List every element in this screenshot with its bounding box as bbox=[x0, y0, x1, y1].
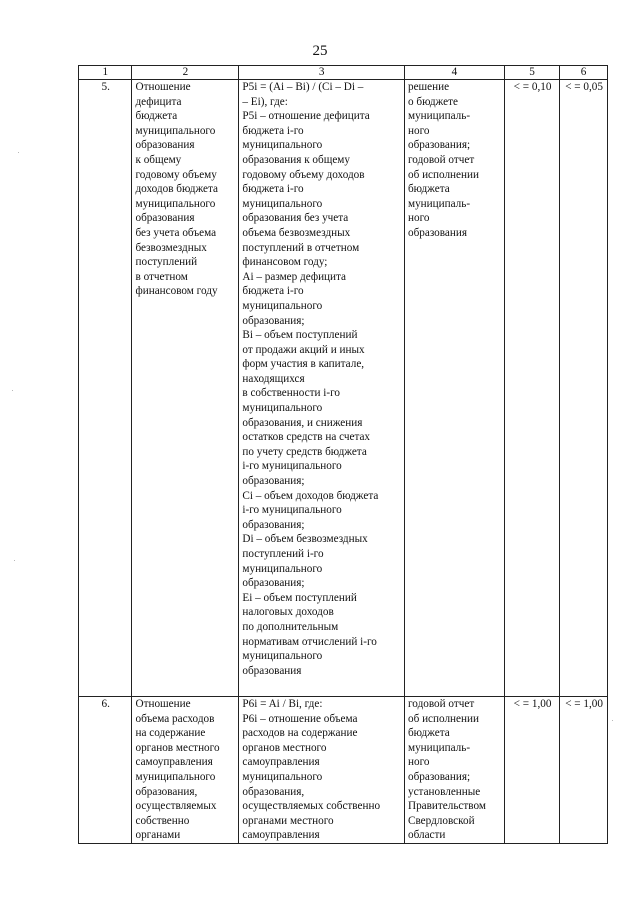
scan-speck bbox=[18, 152, 19, 153]
threshold-col-5: < = 1,00 bbox=[504, 697, 559, 844]
cell-text-line: образования, и снижения bbox=[242, 416, 363, 429]
table-row bbox=[79, 80, 608, 697]
cell-text-line: Отношение bbox=[135, 698, 191, 710]
cell-text-line: образования, bbox=[135, 785, 198, 798]
cell-text-line: финансовом году bbox=[135, 285, 218, 298]
cell-text-line: ного bbox=[407, 212, 430, 225]
header-col-2: 2 bbox=[132, 66, 239, 80]
cell-text-line: собственно bbox=[135, 814, 190, 827]
cell-text-line: поступлений bbox=[135, 256, 198, 269]
cell-text-line: бюджета i-го bbox=[242, 183, 304, 196]
cell-text-line: i-го муниципального bbox=[242, 504, 342, 517]
cell-text-line: финансовом году; bbox=[242, 256, 328, 269]
cell-text-line: форм участия в капитале, bbox=[242, 358, 365, 371]
cell-text-line: органами bbox=[135, 829, 181, 842]
cell-text-line: образования; bbox=[407, 770, 471, 783]
threshold-col-6: < = 0,05 bbox=[560, 80, 608, 697]
cell-text-line: Di – объем безвозмездных bbox=[242, 533, 368, 546]
cell-text-line: Bi – объем поступлений bbox=[242, 329, 358, 342]
cell-text-line: по дополнительным bbox=[242, 620, 339, 633]
cell-text-line: – Ei), где: bbox=[242, 95, 288, 108]
table-row bbox=[79, 697, 608, 844]
cell-text-line: по учету средств бюджета bbox=[242, 445, 367, 458]
cell-text-line: образования, bbox=[242, 785, 305, 798]
cell-text-line: годовой отчет bbox=[407, 153, 475, 166]
cell-text-line: бюджета bbox=[407, 183, 450, 196]
indicators-table bbox=[78, 65, 608, 844]
cell-text-line: муниципального bbox=[242, 770, 323, 783]
cell-text-line: Ai – размер дефицита bbox=[242, 270, 347, 283]
indicator-name-cell bbox=[132, 697, 239, 844]
cell-text-line: P6i = Ai / Bi, где: bbox=[242, 698, 323, 710]
cell-text-line: об исполнении bbox=[407, 712, 479, 725]
cell-text-line: Правительством bbox=[407, 800, 486, 813]
cell-text-line: установленные bbox=[407, 785, 481, 798]
cell-text-line: образования bbox=[135, 212, 195, 225]
cell-text-line: остатков средств на счетах bbox=[242, 431, 371, 444]
cell-text-line: объема безвозмездных bbox=[242, 226, 351, 239]
cell-text-line: органами местного bbox=[242, 814, 334, 827]
cell-text-line: образования bbox=[407, 226, 467, 239]
threshold-col-6: < = 1,00 bbox=[560, 697, 608, 844]
cell-text-line: области bbox=[407, 829, 446, 842]
cell-text-line: Свердловской bbox=[407, 814, 475, 827]
row-number: 5. bbox=[79, 80, 132, 697]
source-cell bbox=[404, 697, 504, 844]
cell-text-line: образования; bbox=[407, 139, 471, 152]
formula-cell bbox=[239, 697, 405, 844]
cell-text-line: без учета объема bbox=[135, 226, 217, 239]
cell-text-line: осуществляемых собственно bbox=[242, 800, 381, 813]
cell-text-line: о бюджете bbox=[407, 95, 458, 108]
cell-text-line: P5i – отношение дефицита bbox=[242, 110, 370, 123]
cell-text-line: образования к общему bbox=[242, 153, 350, 166]
cell-text-line: в отчетном bbox=[135, 270, 188, 283]
scan-speck bbox=[14, 560, 15, 561]
cell-text-line: муниципального bbox=[242, 402, 323, 415]
page-number: 25 bbox=[312, 43, 328, 59]
cell-text-line: осуществляемых bbox=[135, 800, 217, 813]
cell-text-line: находящихся bbox=[242, 372, 305, 385]
header-col-4: 4 bbox=[404, 66, 504, 80]
cell-text-line: самоуправления bbox=[135, 756, 213, 769]
header-col-3: 3 bbox=[239, 66, 405, 80]
cell-text-line: муниципального bbox=[242, 650, 323, 663]
cell-text-line: ного bbox=[407, 756, 430, 769]
cell-text-line: муниципального bbox=[242, 139, 323, 152]
cell-text-line: образования bbox=[242, 664, 302, 677]
cell-text-line: об исполнении bbox=[407, 168, 479, 181]
cell-text-line: муниципального bbox=[135, 770, 216, 783]
scan-speck bbox=[612, 720, 613, 721]
cell-text-line: P5i = (Ai – Bi) / (Ci – Di – bbox=[242, 81, 364, 93]
cell-text-line: образования без учета bbox=[242, 212, 349, 225]
cell-text-line: муниципального bbox=[135, 124, 216, 137]
cell-text-line: образования; bbox=[242, 314, 305, 327]
cell-text-line: муниципального bbox=[242, 299, 323, 312]
cell-text-line: самоуправления bbox=[242, 756, 320, 769]
cell-text-line: муниципального bbox=[135, 197, 216, 210]
cell-text-line: годовому объему доходов bbox=[242, 168, 365, 181]
cell-text-line: самоуправления bbox=[242, 829, 320, 842]
header-col-6: 6 bbox=[560, 66, 608, 80]
cell-text-line: бюджета bbox=[135, 110, 178, 123]
cell-text-line: i-го муниципального bbox=[242, 460, 342, 473]
cell-text-line: нормативам отчислений i-го bbox=[242, 635, 377, 648]
cell-text-line: решение bbox=[407, 81, 450, 93]
table-header-row bbox=[79, 66, 608, 80]
cell-text-line: в собственности i-го bbox=[242, 387, 340, 400]
cell-text-line: образования; bbox=[242, 475, 305, 488]
cell-text-line: годовому объему bbox=[135, 168, 217, 181]
cell-text-line: объема расходов bbox=[135, 712, 215, 725]
cell-text-line: муниципаль- bbox=[407, 741, 471, 754]
cell-text-line: ного bbox=[407, 124, 430, 137]
cell-text-line: органов местного bbox=[135, 741, 220, 754]
cell-text-line: образования bbox=[135, 139, 195, 152]
scan-speck bbox=[12, 390, 13, 391]
cell-text-line: муниципального bbox=[242, 562, 323, 575]
cell-text-line: муниципаль- bbox=[407, 197, 471, 210]
cell-text-line: образования; bbox=[242, 518, 305, 531]
cell-text-line: поступлений в отчетном bbox=[242, 241, 360, 254]
cell-text-line: безвозмездных bbox=[135, 241, 207, 254]
cell-text-line: годовой отчет bbox=[407, 698, 475, 710]
header-col-1: 1 bbox=[79, 66, 132, 80]
cell-text-line: бюджета bbox=[407, 727, 450, 740]
cell-text-line: органов местного bbox=[242, 741, 327, 754]
cell-text-line: Отношение bbox=[135, 81, 191, 93]
source-cell bbox=[404, 80, 504, 697]
cell-text-line: доходов бюджета bbox=[135, 183, 219, 196]
cell-text-line: бюджета i-го bbox=[242, 124, 304, 137]
cell-text-line: Ei – объем поступлений bbox=[242, 591, 357, 604]
header-col-5: 5 bbox=[504, 66, 559, 80]
cell-text-line: P6i – отношение объема bbox=[242, 712, 358, 725]
indicator-name-cell bbox=[132, 80, 239, 697]
cell-text-line: бюджета i-го bbox=[242, 285, 304, 298]
cell-text-line: образования; bbox=[242, 577, 305, 590]
cell-text-line: на содержание bbox=[135, 727, 206, 740]
formula-cell bbox=[239, 80, 405, 697]
threshold-col-5: < = 0,10 bbox=[504, 80, 559, 697]
cell-text-line: поступлений i-го bbox=[242, 548, 324, 560]
cell-text-line: муниципального bbox=[242, 197, 323, 210]
cell-text-line: налоговых доходов bbox=[242, 606, 334, 619]
cell-text-line: к общему bbox=[135, 153, 182, 166]
row-number: 6. bbox=[79, 697, 132, 844]
cell-text-line: от продажи акций и иных bbox=[242, 343, 365, 356]
cell-text-line: расходов на содержание bbox=[242, 727, 358, 740]
cell-text-line: муниципаль- bbox=[407, 110, 471, 123]
cell-text-line: дефицита bbox=[135, 95, 182, 108]
cell-text-line: Ci – объем доходов бюджета bbox=[242, 489, 379, 502]
